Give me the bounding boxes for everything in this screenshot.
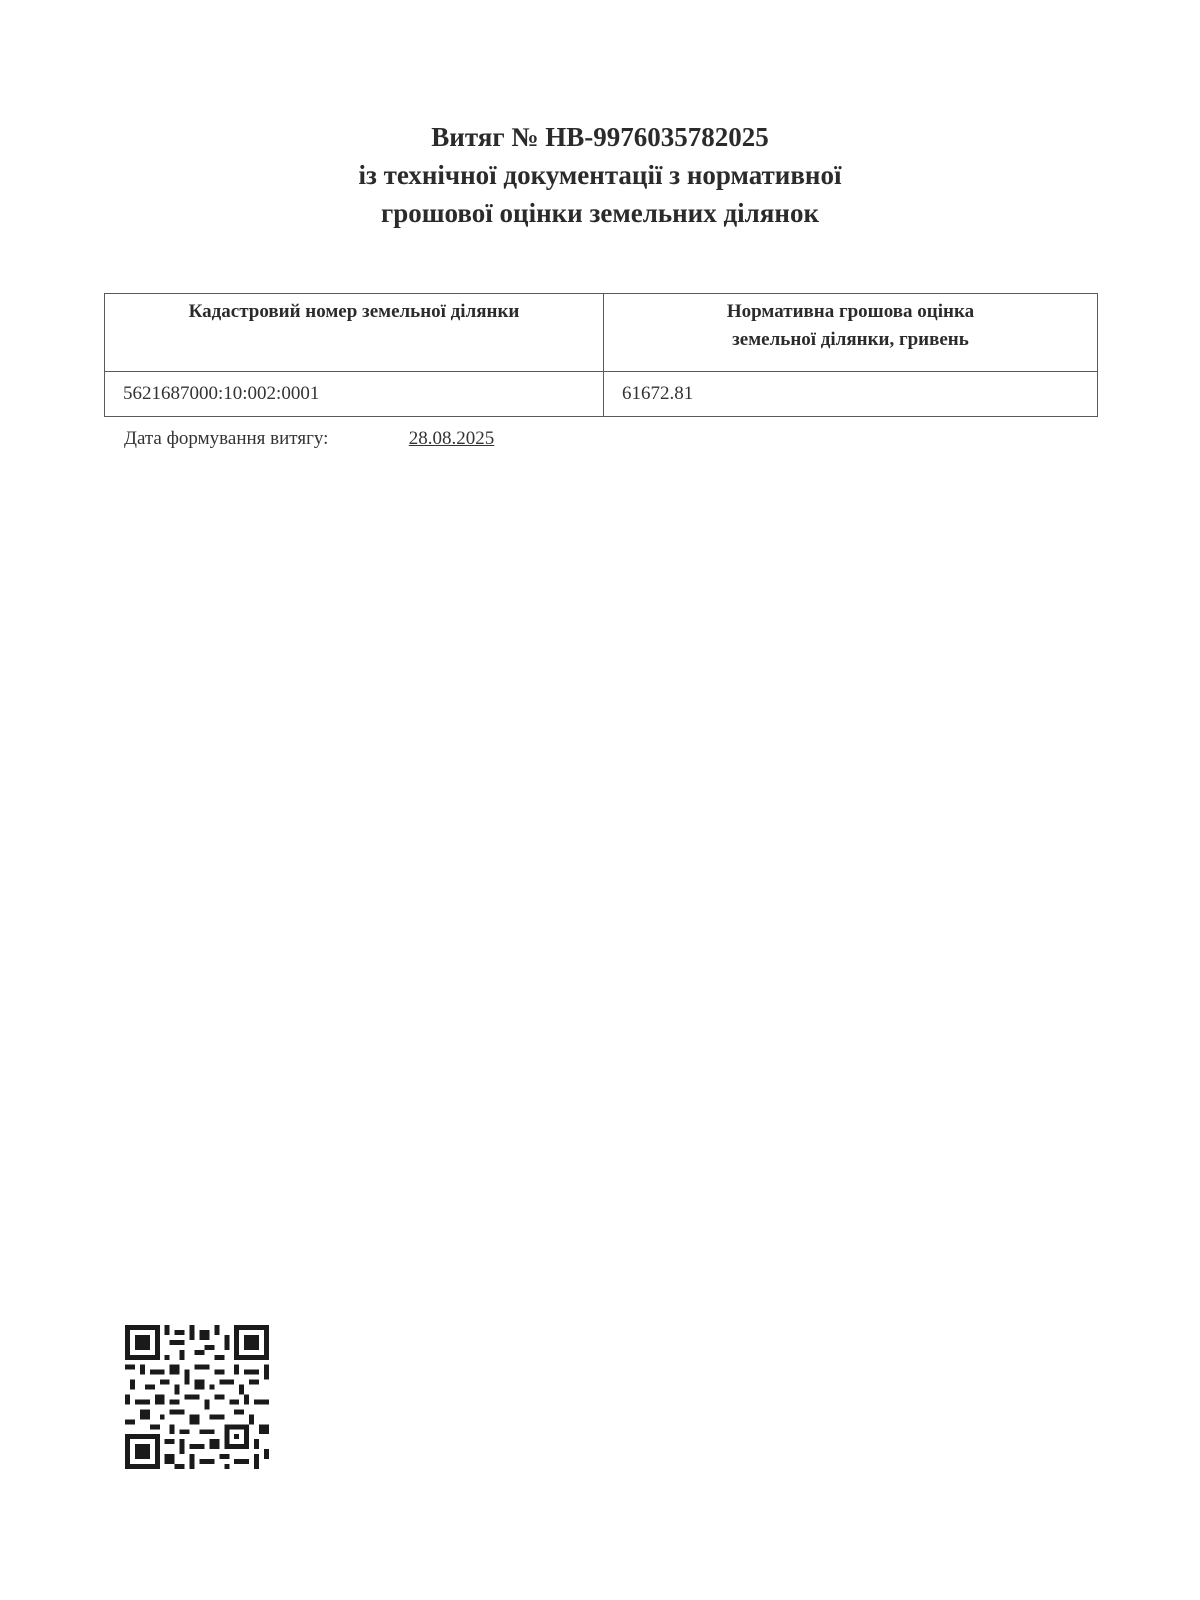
title-line-3: грошової оцінки земельних ділянок [380,198,820,228]
valuation-table [104,293,1098,417]
header-line-1: Нормативна грошова оцінка [726,301,975,322]
cell-cadastral-number: 5621687000:10:002:0001 [105,372,604,417]
cell-valuation-amount: 61672.81 [604,372,1098,417]
document-title [0,118,1200,232]
header-line-2: земельної ділянки, гривень [732,329,969,350]
header-cadastral-number: Кадастровий номер земельної ділянки [105,294,604,372]
title-line-2: із технічної документації з нормативної [358,160,842,190]
title-line-1: Витяг № НВ-9976035782025 [431,122,769,152]
table-header-row [105,294,1098,372]
table-row [105,372,1098,417]
qr-code-icon [125,1325,269,1469]
header-normative-valuation [604,294,1098,372]
date-label: Дата формування витягу: [124,428,329,449]
date-value: 28.08.2025 [408,428,495,449]
formation-date [124,428,494,450]
